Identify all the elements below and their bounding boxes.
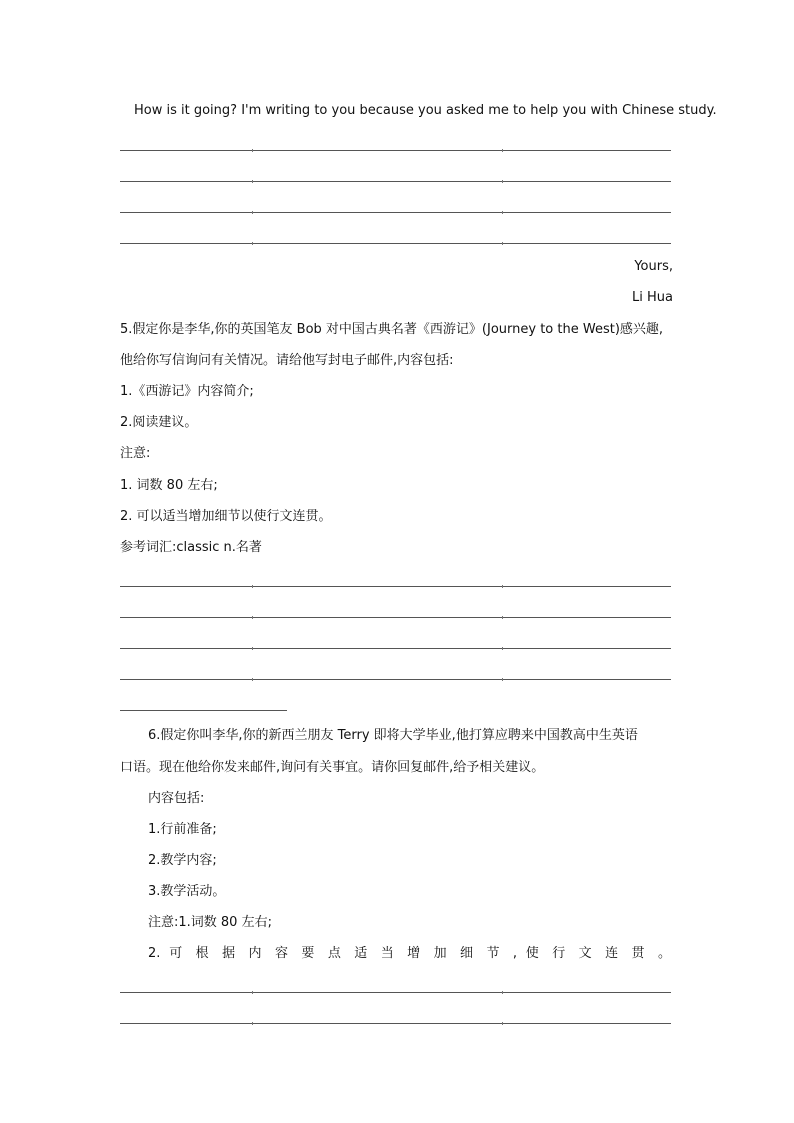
q6-point1: 1.行前准备; <box>148 822 217 837</box>
q6-prompt-line1: 6.假定你叫李华,你的新西兰朋友 Terry 即将大学毕业,他打算应聘来中国教高中生英语 <box>148 728 638 743</box>
q6-point3: 3.教学活动。 <box>148 884 226 899</box>
q5-note-label: 注意: <box>120 446 151 461</box>
answer-line <box>120 679 671 680</box>
answer-line-short <box>120 710 287 711</box>
q5-point1: 1.《西游记》内容简介; <box>120 384 254 399</box>
q5-point2: 2.阅读建议。 <box>120 415 198 430</box>
answer-line <box>120 181 671 182</box>
q5-note1: 1. 词数 80 左右; <box>120 478 218 493</box>
q5-prompt-line2: 他给你写信询问有关情况。请给他写封电子邮件,内容包括: <box>120 353 454 368</box>
answer-line <box>120 150 671 151</box>
answer-line <box>120 992 671 993</box>
answer-line <box>120 586 671 587</box>
q6-prompt-line2: 口语。现在他给你发来邮件,询问有关事宜。请你回复邮件,给予相关建议。 <box>120 760 545 775</box>
letter-opening: How is it going? I'm writing to you because you asked me to help you with Chinese study. <box>134 103 717 118</box>
answer-line <box>120 617 671 618</box>
q6-note1: 注意:1.词数 80 左右; <box>148 915 272 930</box>
q5-note2: 2. 可以适当增加细节以使行文连贯。 <box>120 509 332 524</box>
q5-vocab: 参考词汇:classic n.名著 <box>120 540 262 555</box>
answer-line <box>120 648 671 649</box>
answer-line <box>120 212 671 213</box>
q6-note2: 2. 可 根 据 内 容 要 点 适 当 增 加 细 节 , 使 行 文 连 贯 。 <box>148 946 671 961</box>
letter-signature: Li Hua <box>632 290 673 305</box>
q5-prompt-line1: 5.假定你是李华,你的英国笔友 Bob 对中国古典名著《西游记》(Journey to the West)感兴趣, <box>120 322 664 337</box>
q6-point2: 2.教学内容; <box>148 853 217 868</box>
q6-content-label: 内容包括: <box>148 791 205 806</box>
answer-line <box>120 243 671 244</box>
answer-line <box>120 1023 671 1024</box>
letter-closing: Yours, <box>634 259 673 274</box>
